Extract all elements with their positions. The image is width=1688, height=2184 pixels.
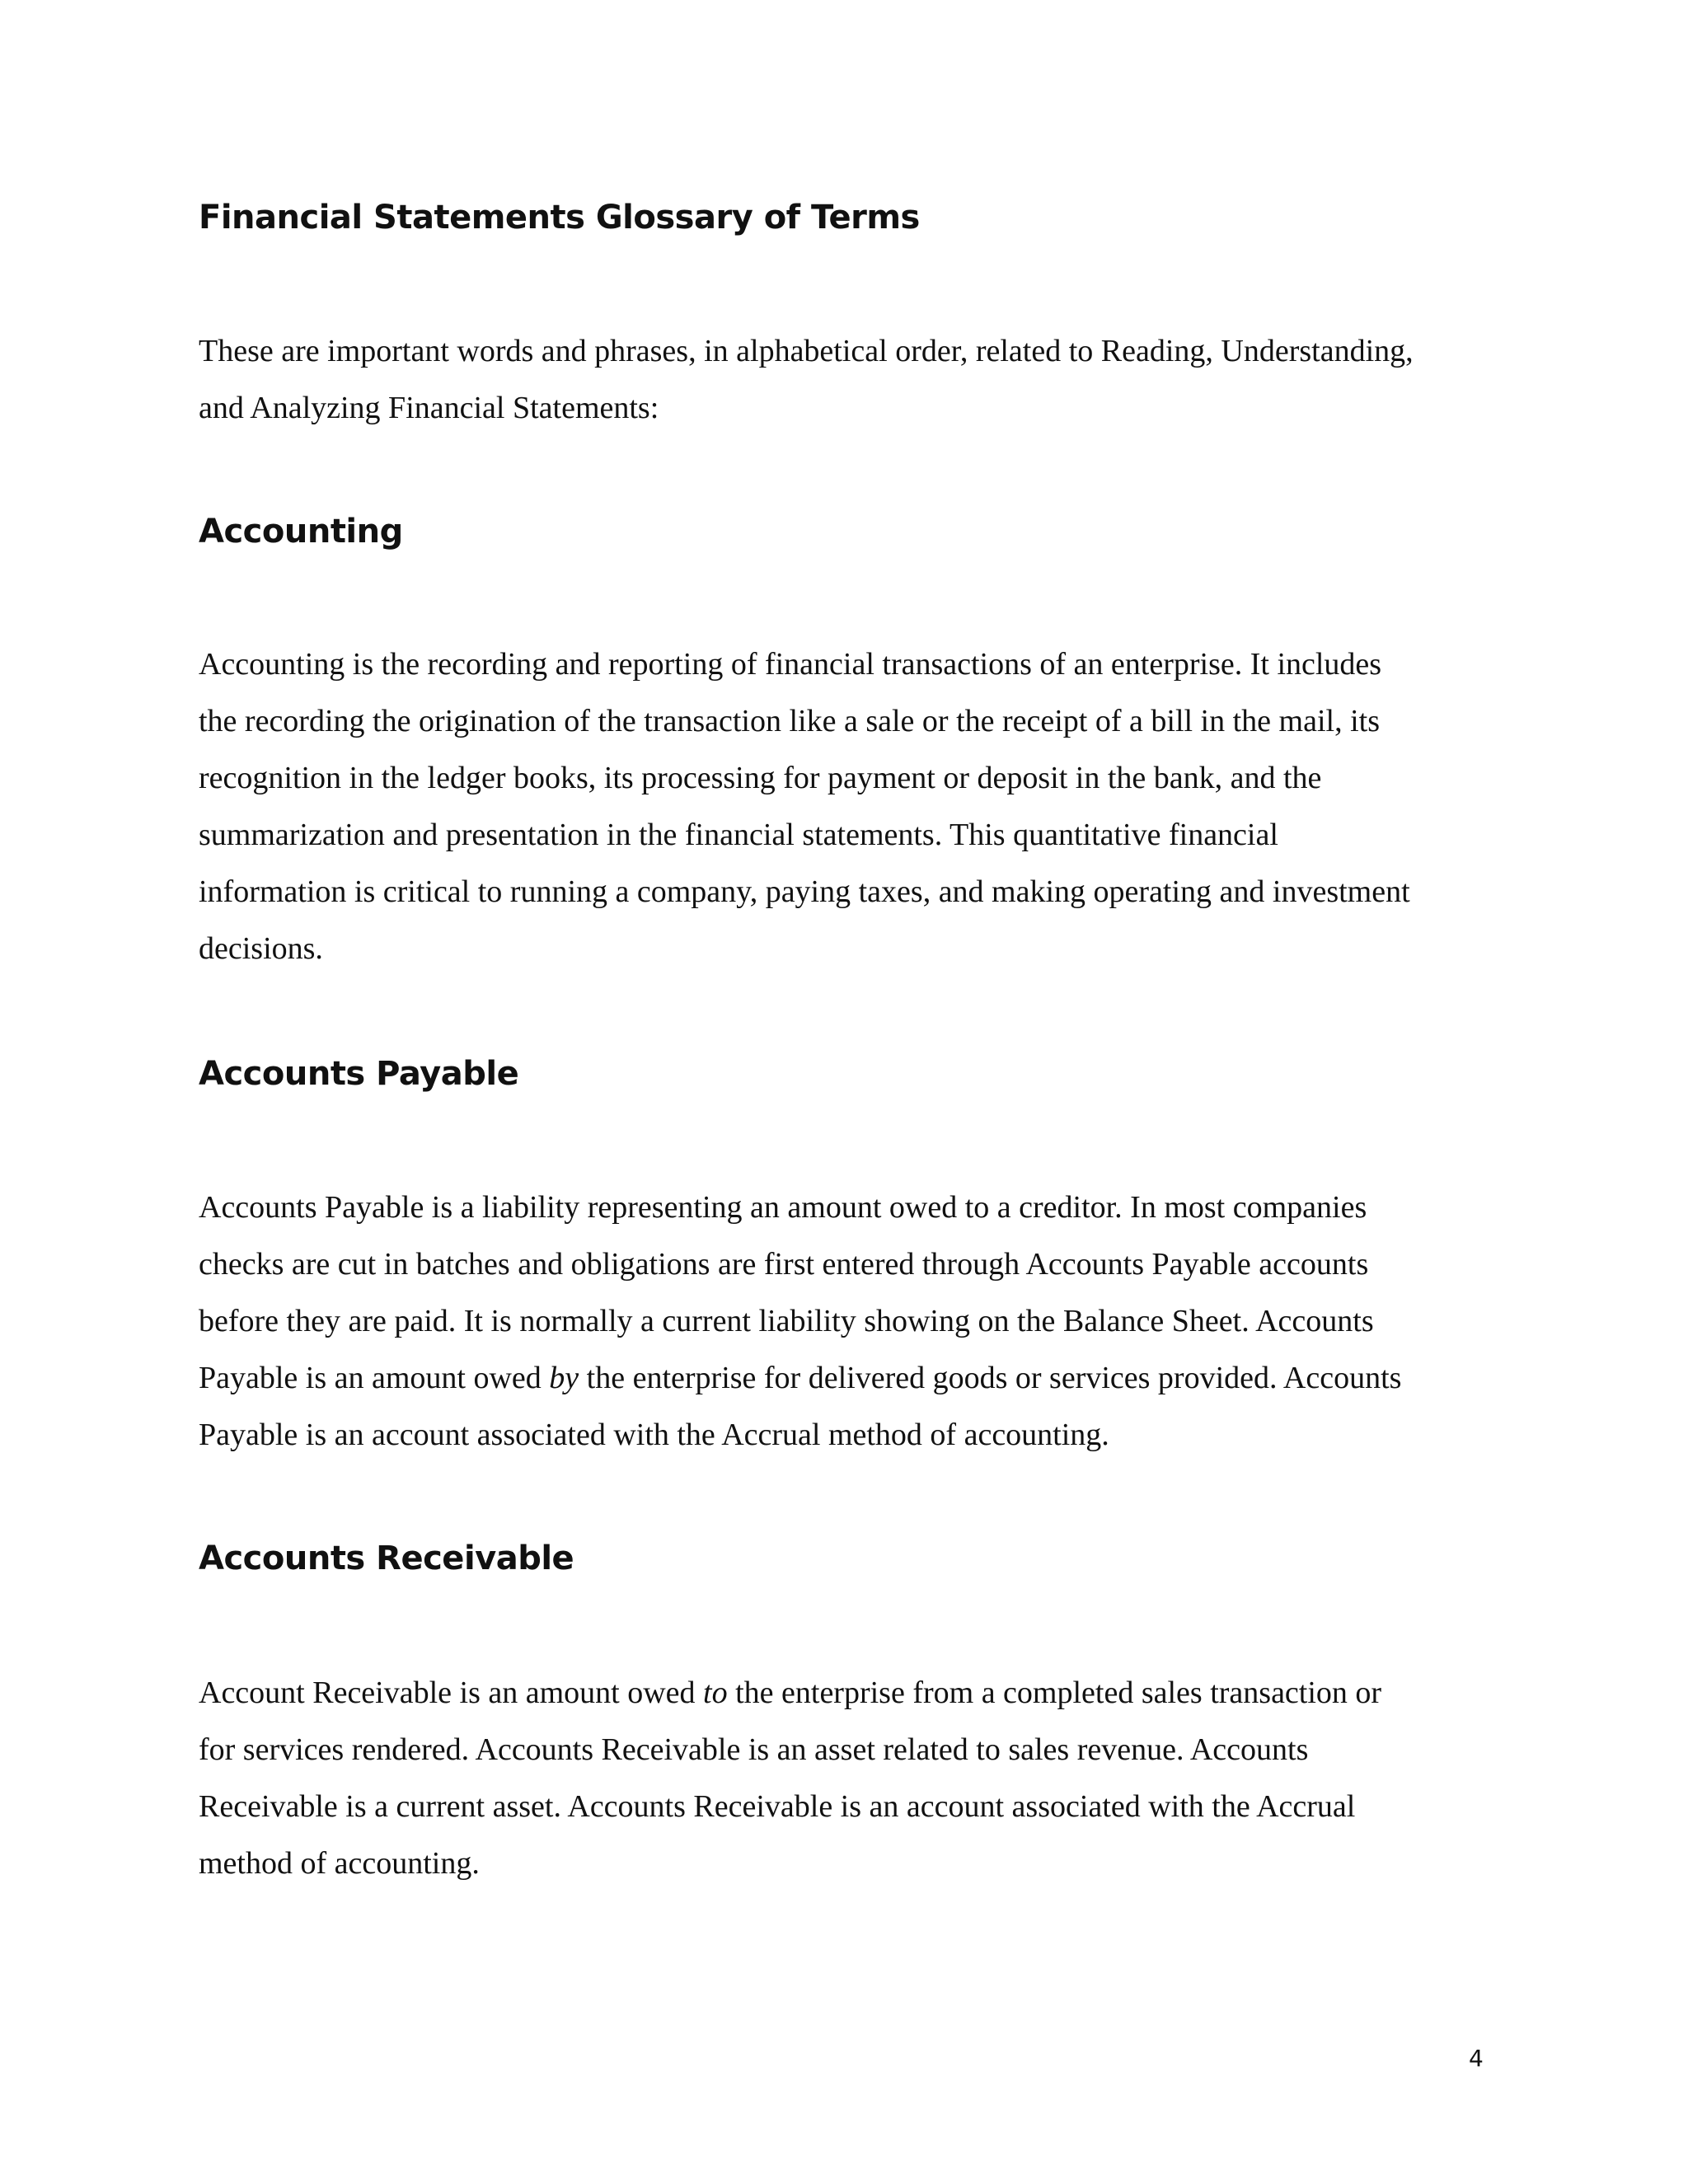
definition-line: Accounts Payable is a liability representing an amount owed to a creditor. In most companies <box>199 1190 1367 1225</box>
page-number: 4 <box>1469 2045 1484 2072</box>
definition-line: checks are cut in batches and obligations are first entered through Accounts Payable accounts <box>199 1247 1369 1282</box>
page-title: Financial Statements Glossary of Terms <box>199 199 920 237</box>
line-text: Account Receivable is an amount owed <box>199 1675 704 1710</box>
term-heading-accounting: Accounting <box>199 513 403 551</box>
term-heading-accounts-payable: Accounts Payable <box>199 1055 519 1093</box>
intro-line: These are important words and phrases, in alphabetical order, related to Reading, Understanding, <box>199 334 1414 368</box>
definition-line: information is critical to running a company, paying taxes, and making operating and investment <box>199 874 1410 909</box>
line-text: Payable is an amount owed <box>199 1361 550 1395</box>
definition-line: Payable is an account associated with the Accrual method of accounting. <box>199 1418 1109 1452</box>
intro-paragraph <box>199 323 1501 437</box>
term-definition-accounts-payable <box>199 1179 1501 1464</box>
definition-line: summarization and presentation in the financial statements. This quantitative financial <box>199 818 1278 852</box>
definition-line <box>199 1665 1501 1722</box>
definition-line: decisions. <box>199 931 323 966</box>
emphasis-to: to <box>703 1675 728 1710</box>
line-text: the enterprise from a completed sales transaction or <box>727 1675 1382 1710</box>
term-definition-accounts-receivable <box>199 1665 1501 1892</box>
definition-line: for services rendered. Accounts Receivable is an asset related to sales revenue. Accounts <box>199 1732 1309 1767</box>
definition-line: Accounting is the recording and reporting of financial transactions of an enterprise. It includes <box>199 647 1382 682</box>
line-text: the enterprise for delivered goods or services provided. Accounts <box>579 1361 1402 1395</box>
definition-line: Receivable is a current asset. Accounts Receivable is an account associated with the Accrual <box>199 1789 1356 1824</box>
term-definition-accounting <box>199 636 1501 977</box>
definition-line: the recording the origination of the transaction like a sale or the receipt of a bill in the mail, its <box>199 704 1380 738</box>
definition-line: method of accounting. <box>199 1846 480 1881</box>
definition-line: before they are paid. It is normally a current liability showing on the Balance Sheet. Accounts <box>199 1304 1374 1338</box>
definition-line <box>199 1350 1501 1407</box>
term-heading-accounts-receivable: Accounts Receivable <box>199 1540 574 1577</box>
definition-line: recognition in the ledger books, its processing for payment or deposit in the bank, and the <box>199 761 1322 795</box>
intro-line: and Analyzing Financial Statements: <box>199 391 659 425</box>
emphasis-by: by <box>549 1361 579 1395</box>
